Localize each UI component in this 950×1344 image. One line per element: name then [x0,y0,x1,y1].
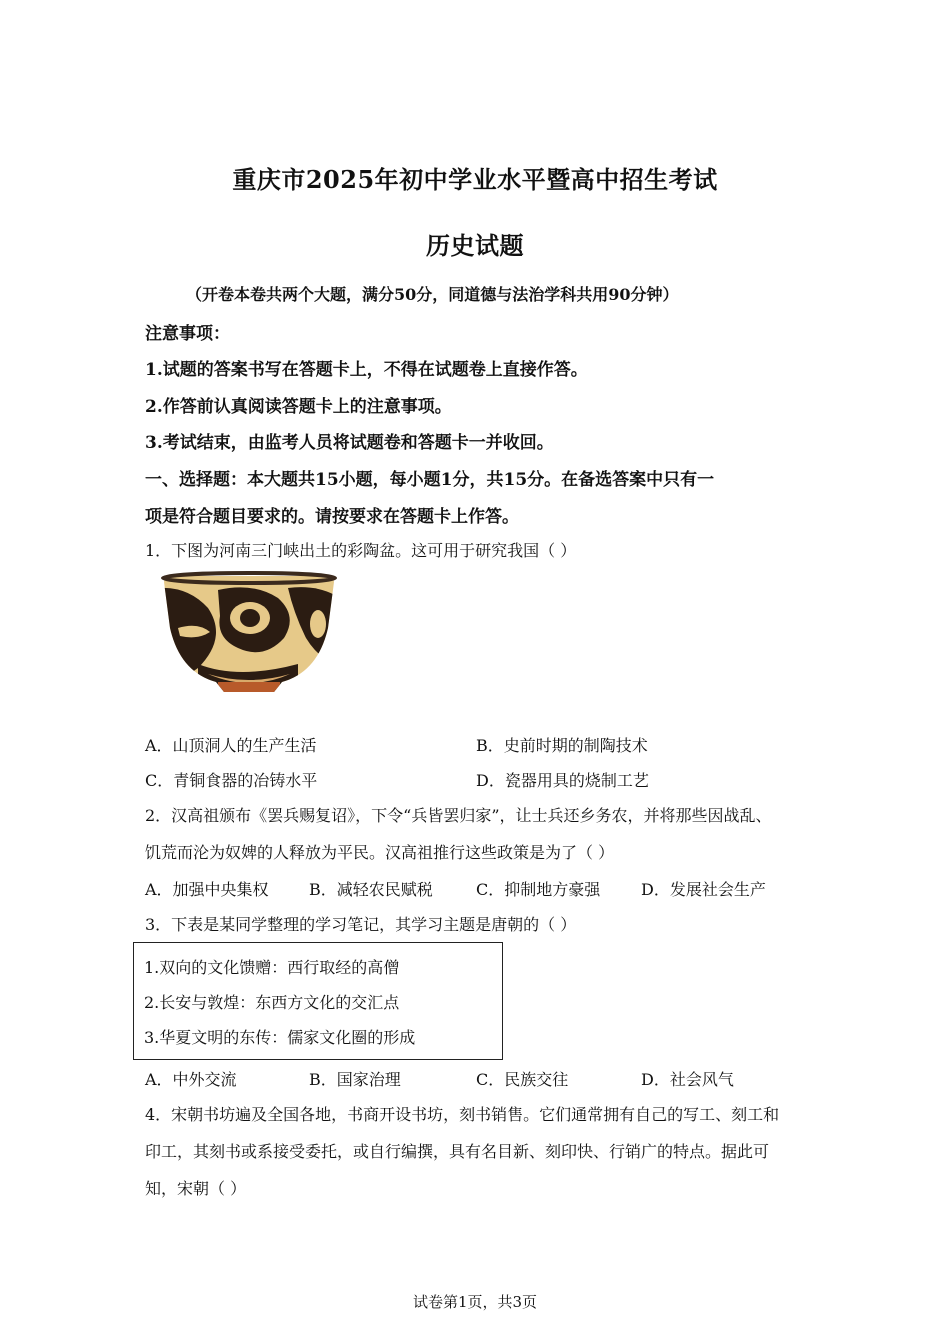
question-1-option-a[interactable]: A．山顶洞人的生产生活 [145,736,317,755]
question-4-stem-line3: 知，宋朝（ ） [145,1179,247,1198]
exam-note: （开卷本卷共两个大题，满分50分，同道德与法治学科共用90分钟） [186,285,679,304]
question-2-stem-line2: 饥荒而沦为奴婢的人释放为平民。汉高祖推行这些政策是为了（ ） [145,843,615,862]
question-2-stem-line1: 2．汉高祖颁布《罢兵赐复诏》，下令“兵皆罢归家”，让士兵还乡务农，并将那些因战乱、 [145,806,772,825]
question-2-option-b[interactable]: B．减轻农民赋税 [309,880,433,899]
section-heading-line2: 项是符合题目要求的。请按要求在答题卡上作答。 [145,507,519,527]
page-footer: 试卷第1页，共3页 [412,1293,538,1311]
study-note-item: 1.双向的文化馈赠：西行取经的高僧 [144,958,400,977]
question-2-option-c[interactable]: C．抑制地方豪强 [476,880,601,899]
exam-subtitle: 历史试题 [426,231,524,260]
notice-item: 1.试题的答案书写在答题卡上，不得在试题卷上直接作答。 [145,360,588,380]
study-note-item: 2.长安与敦煌：东西方文化的交汇点 [144,993,400,1012]
question-3-option-d[interactable]: D．社会风气 [641,1070,734,1089]
painted-pottery-basin-image [158,568,340,698]
question-4-stem-line2: 印工，其刻书或系接受委托，或自行编撰，具有名目新、刻印快、行销广的特点。据此可 [145,1142,770,1161]
notices-heading: 注意事项： [145,324,230,344]
question-3-option-b[interactable]: B．国家治理 [309,1070,401,1089]
question-1-option-b[interactable]: B．史前时期的制陶技术 [476,736,648,755]
question-3-option-c[interactable]: C．民族交往 [476,1070,569,1089]
question-2-option-d[interactable]: D．发展社会生产 [641,880,766,899]
question-3-option-a[interactable]: A．中外交流 [145,1070,237,1089]
question-4-stem-line1: 4．宋朝书坊遍及全国各地，书商开设书坊，刻书销售。它们通常拥有自己的写工、刻工和 [145,1105,780,1124]
question-3-stem: 3．下表是某同学整理的学习笔记，其学习主题是唐朝的（ ） [145,915,577,934]
question-1-stem: 1．下图为河南三门峡出土的彩陶盆。这可用于研究我国（ ） [145,541,577,560]
notice-item: 2.作答前认真阅读答题卡上的注意事项。 [145,397,452,417]
study-note-item: 3.华夏文明的东传：儒家文化圈的形成 [144,1028,416,1047]
question-2-option-a[interactable]: A．加强中央集权 [145,880,269,899]
exam-title: 重庆市2025年初中学业水平暨高中招生考试 [232,165,718,194]
section-heading-line1: 一、选择题：本大题共15小题，每小题1分，共15分。在备选答案中只有一 [145,470,715,490]
question-1-option-d[interactable]: D．瓷器用具的烧制工艺 [476,771,649,790]
notice-item: 3.考试结束，由监考人员将试题卷和答题卡一并收回。 [145,433,554,453]
question-1-option-c[interactable]: C．青铜食器的冶铸水平 [145,771,318,790]
study-notes-table [133,942,503,1060]
